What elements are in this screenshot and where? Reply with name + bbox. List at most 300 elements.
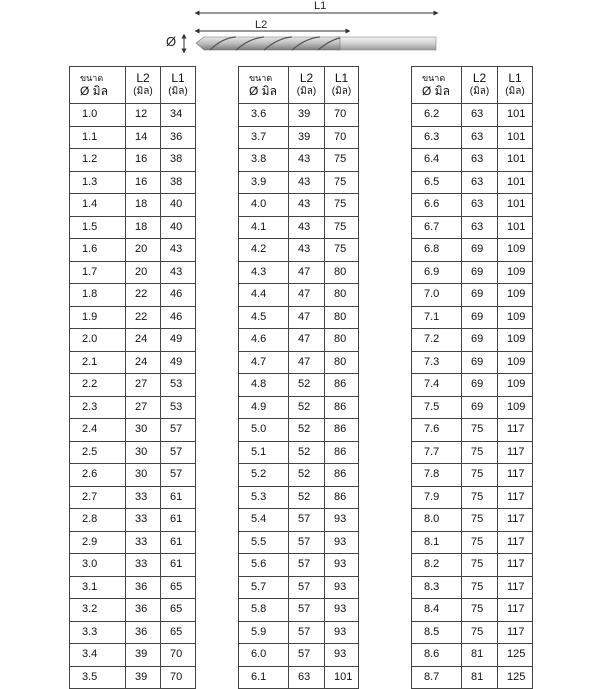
l2-cell: 43 (289, 239, 325, 262)
l2-cell: 12 (126, 104, 161, 127)
size-cell: 7.3 (412, 351, 462, 374)
table-row (70, 126, 196, 149)
l1-cell: 49 (161, 351, 196, 374)
size-cell: 4.5 (239, 306, 289, 329)
l2-cell: 33 (126, 486, 161, 509)
size-cell: 2.0 (70, 329, 126, 352)
l2-cell: 75 (462, 576, 498, 599)
size-cell: 3.6 (239, 104, 289, 127)
size-cell: 5.7 (239, 576, 289, 599)
table-row (239, 554, 359, 577)
table-row (239, 666, 359, 689)
table-row (70, 104, 196, 127)
size-cell: 7.9 (412, 486, 462, 509)
l2-cell: 43 (289, 194, 325, 217)
l2-cell: 39 (289, 104, 325, 127)
l2-header: L2 (มิล) (462, 67, 498, 104)
size-cell: 1.2 (70, 149, 126, 172)
l2-header: L2 (มิล) (289, 67, 325, 104)
l1-cell: 93 (325, 599, 359, 622)
table-row (239, 171, 359, 194)
l1-cell: 70 (325, 126, 359, 149)
l1-cell: 70 (161, 666, 196, 689)
l2-header: L2 (มิล) (126, 67, 161, 104)
size-table-2 (238, 66, 359, 689)
l2-cell: 20 (126, 239, 161, 262)
l2-cell: 33 (126, 509, 161, 532)
size-cell: 7.4 (412, 374, 462, 397)
size-cell: 1.7 (70, 261, 126, 284)
table-row (239, 306, 359, 329)
table-row (412, 599, 533, 622)
table-row (70, 351, 196, 374)
l2-cell: 52 (289, 464, 325, 487)
table-row (70, 441, 196, 464)
l1-cell: 80 (325, 284, 359, 307)
size-cell: 5.8 (239, 599, 289, 622)
table-header (412, 67, 533, 104)
table-row (412, 531, 533, 554)
table-row (239, 194, 359, 217)
l1-cell: 117 (498, 486, 533, 509)
table-row (412, 149, 533, 172)
size-cell: 8.3 (412, 576, 462, 599)
l2-cell: 52 (289, 486, 325, 509)
l1-cell: 38 (161, 171, 196, 194)
l1-cell: 109 (498, 329, 533, 352)
table-row (239, 464, 359, 487)
l1-cell: 117 (498, 464, 533, 487)
size-cell: 2.2 (70, 374, 126, 397)
size-cell: 4.7 (239, 351, 289, 374)
table-row (70, 576, 196, 599)
l1-cell: 101 (498, 126, 533, 149)
size-cell: 5.2 (239, 464, 289, 487)
l1-cell: 46 (161, 306, 196, 329)
size-cell: 6.5 (412, 171, 462, 194)
size-cell: 3.1 (70, 576, 126, 599)
l2-cell: 52 (289, 419, 325, 442)
l2-cell: 63 (462, 171, 498, 194)
table-row (412, 464, 533, 487)
table-row (412, 171, 533, 194)
size-cell: 2.5 (70, 441, 126, 464)
l2-cell: 69 (462, 351, 498, 374)
l2-cell: 69 (462, 306, 498, 329)
l1-cell: 80 (325, 329, 359, 352)
table-row (70, 216, 196, 239)
table-row (239, 126, 359, 149)
l1-cell: 46 (161, 284, 196, 307)
size-table-3 (411, 66, 533, 689)
size-cell: 5.5 (239, 531, 289, 554)
l2-label: L2 (255, 19, 268, 31)
table-row (70, 284, 196, 307)
l1-cell: 101 (325, 666, 359, 689)
l2-cell: 20 (126, 261, 161, 284)
l2-cell: 52 (289, 374, 325, 397)
size-cell: 7.6 (412, 419, 462, 442)
table-row (412, 329, 533, 352)
l2-cell: 57 (289, 509, 325, 532)
l1-cell: 70 (325, 104, 359, 127)
l2-cell: 63 (462, 126, 498, 149)
l2-cell: 75 (462, 509, 498, 532)
l2-cell: 22 (126, 306, 161, 329)
table-row (412, 194, 533, 217)
table-row (239, 239, 359, 262)
l1-cell: 53 (161, 396, 196, 419)
l2-cell: 81 (462, 666, 498, 689)
l1-cell: 86 (325, 486, 359, 509)
l2-cell: 18 (126, 216, 161, 239)
l1-cell: 93 (325, 576, 359, 599)
l1-cell: 93 (325, 554, 359, 577)
table-row (412, 126, 533, 149)
l2-cell: 36 (126, 621, 161, 644)
l1-cell: 86 (325, 374, 359, 397)
size-cell: 5.6 (239, 554, 289, 577)
table-row (239, 644, 359, 667)
size-cell: 2.6 (70, 464, 126, 487)
table-row (70, 149, 196, 172)
size-cell: 1.0 (70, 104, 126, 127)
table-row (70, 306, 196, 329)
l2-cell: 57 (289, 531, 325, 554)
l1-cell: 80 (325, 351, 359, 374)
size-table-1 (69, 66, 196, 689)
size-cell: 1.9 (70, 306, 126, 329)
l2-cell: 33 (126, 531, 161, 554)
size-header: ขนาด Ø มิล (70, 67, 126, 104)
table-row (70, 621, 196, 644)
size-cell: 6.6 (412, 194, 462, 217)
table-row (412, 261, 533, 284)
l1-cell: 57 (161, 441, 196, 464)
l1-cell: 36 (161, 126, 196, 149)
l2-cell: 16 (126, 171, 161, 194)
size-cell: 8.0 (412, 509, 462, 532)
size-cell: 4.4 (239, 284, 289, 307)
l2-cell: 36 (126, 576, 161, 599)
size-cell: 8.2 (412, 554, 462, 577)
l2-cell: 69 (462, 284, 498, 307)
l2-cell: 27 (126, 396, 161, 419)
size-cell: 4.3 (239, 261, 289, 284)
table-row (70, 419, 196, 442)
table-row (70, 261, 196, 284)
l2-cell: 63 (462, 216, 498, 239)
l1-cell: 80 (325, 306, 359, 329)
l1-cell: 49 (161, 329, 196, 352)
table-row (239, 576, 359, 599)
table-row (412, 306, 533, 329)
table-row (412, 239, 533, 262)
l1-cell: 34 (161, 104, 196, 127)
l2-cell: 57 (289, 554, 325, 577)
l2-cell: 47 (289, 329, 325, 352)
table-row (412, 396, 533, 419)
table-row (412, 441, 533, 464)
l1-cell: 65 (161, 576, 196, 599)
l2-cell: 39 (126, 666, 161, 689)
size-cell: 2.3 (70, 396, 126, 419)
l2-cell: 16 (126, 149, 161, 172)
l2-cell: 57 (289, 644, 325, 667)
size-cell: 6.0 (239, 644, 289, 667)
table-row (70, 239, 196, 262)
l2-cell: 69 (462, 239, 498, 262)
diameter-label: Ø (166, 34, 177, 49)
l1-cell: 117 (498, 599, 533, 622)
size-cell: 4.1 (239, 216, 289, 239)
table-row (70, 599, 196, 622)
l1-header: L1 (มิล) (498, 67, 533, 104)
size-cell: 3.7 (239, 126, 289, 149)
l1-cell: 93 (325, 644, 359, 667)
table-header (239, 67, 359, 104)
table-row (412, 554, 533, 577)
size-cell: 1.6 (70, 239, 126, 262)
l1-cell: 38 (161, 149, 196, 172)
l1-cell: 53 (161, 374, 196, 397)
l1-cell: 75 (325, 194, 359, 217)
l1-cell: 109 (498, 396, 533, 419)
l2-cell: 52 (289, 441, 325, 464)
l1-cell: 43 (161, 261, 196, 284)
l1-cell: 86 (325, 464, 359, 487)
table-row (70, 171, 196, 194)
size-cell: 1.8 (70, 284, 126, 307)
l1-cell: 86 (325, 396, 359, 419)
l1-cell: 117 (498, 554, 533, 577)
size-cell: 6.1 (239, 666, 289, 689)
l1-cell: 125 (498, 666, 533, 689)
table-row (239, 441, 359, 464)
size-cell: 1.3 (70, 171, 126, 194)
size-cell: 2.1 (70, 351, 126, 374)
l1-cell: 43 (161, 239, 196, 262)
table-row (239, 419, 359, 442)
l1-cell: 86 (325, 419, 359, 442)
l2-cell: 75 (462, 554, 498, 577)
l1-cell: 61 (161, 554, 196, 577)
table-row (412, 666, 533, 689)
l2-cell: 24 (126, 329, 161, 352)
l2-cell: 69 (462, 261, 498, 284)
table-row (239, 621, 359, 644)
size-cell: 8.6 (412, 644, 462, 667)
size-header: ขนาด Ø มิล (239, 67, 289, 104)
table-row (70, 374, 196, 397)
l2-cell: 33 (126, 554, 161, 577)
l2-cell: 24 (126, 351, 161, 374)
l1-cell: 117 (498, 419, 533, 442)
table-row (70, 486, 196, 509)
l1-cell: 125 (498, 644, 533, 667)
l2-cell: 47 (289, 284, 325, 307)
size-cell: 6.4 (412, 149, 462, 172)
l1-cell: 109 (498, 374, 533, 397)
table-row (412, 486, 533, 509)
l1-cell: 93 (325, 531, 359, 554)
table-row (70, 531, 196, 554)
l1-header: L1 (มิล) (161, 67, 196, 104)
size-cell: 8.7 (412, 666, 462, 689)
l2-cell: 43 (289, 216, 325, 239)
l2-cell: 18 (126, 194, 161, 217)
table-row (412, 104, 533, 127)
size-cell: 3.9 (239, 171, 289, 194)
l2-cell: 36 (126, 599, 161, 622)
l1-cell: 65 (161, 599, 196, 622)
l1-cell: 57 (161, 464, 196, 487)
table-row (412, 419, 533, 442)
size-cell: 5.1 (239, 441, 289, 464)
size-cell: 4.0 (239, 194, 289, 217)
l2-cell: 75 (462, 441, 498, 464)
table-row (70, 554, 196, 577)
size-cell: 4.6 (239, 329, 289, 352)
l2-cell: 69 (462, 329, 498, 352)
l1-cell: 80 (325, 261, 359, 284)
table-row (239, 509, 359, 532)
table-row (70, 396, 196, 419)
size-cell: 6.8 (412, 239, 462, 262)
l2-cell: 57 (289, 576, 325, 599)
l2-cell: 39 (126, 644, 161, 667)
table-row (412, 216, 533, 239)
l2-cell: 14 (126, 126, 161, 149)
table-row (70, 329, 196, 352)
l2-cell: 75 (462, 621, 498, 644)
size-cell: 5.0 (239, 419, 289, 442)
size-cell: 3.2 (70, 599, 126, 622)
l2-cell: 47 (289, 306, 325, 329)
size-cell: 2.8 (70, 509, 126, 532)
l2-cell: 30 (126, 464, 161, 487)
size-cell: 2.9 (70, 531, 126, 554)
l1-cell: 40 (161, 216, 196, 239)
l2-cell: 57 (289, 599, 325, 622)
size-header: ขนาด Ø มิล (412, 67, 462, 104)
table-row (412, 509, 533, 532)
size-cell: 5.9 (239, 621, 289, 644)
table-row (239, 149, 359, 172)
table-row (412, 374, 533, 397)
l1-cell: 117 (498, 531, 533, 554)
l2-cell: 81 (462, 644, 498, 667)
table-row (70, 464, 196, 487)
size-cell: 3.8 (239, 149, 289, 172)
l2-cell: 63 (289, 666, 325, 689)
l1-cell: 109 (498, 306, 533, 329)
size-cell: 4.8 (239, 374, 289, 397)
l2-cell: 43 (289, 171, 325, 194)
l1-cell: 117 (498, 509, 533, 532)
size-cell: 8.1 (412, 531, 462, 554)
table-row (239, 486, 359, 509)
l2-cell: 47 (289, 261, 325, 284)
size-cell: 3.0 (70, 554, 126, 577)
size-cell: 2.4 (70, 419, 126, 442)
l1-cell: 109 (498, 239, 533, 262)
l1-cell: 101 (498, 194, 533, 217)
drill-diagram (0, 0, 600, 66)
l2-cell: 75 (462, 464, 498, 487)
table-row (412, 576, 533, 599)
size-cell: 7.8 (412, 464, 462, 487)
l2-cell: 69 (462, 374, 498, 397)
l1-header: L1 (มิล) (325, 67, 359, 104)
l1-cell: 93 (325, 621, 359, 644)
l1-cell: 75 (325, 171, 359, 194)
l2-cell: 30 (126, 441, 161, 464)
l2-cell: 30 (126, 419, 161, 442)
size-cell: 6.9 (412, 261, 462, 284)
l2-cell: 43 (289, 149, 325, 172)
l2-cell: 63 (462, 149, 498, 172)
l1-cell: 61 (161, 486, 196, 509)
table-row (412, 351, 533, 374)
size-cell: 5.4 (239, 509, 289, 532)
l1-cell: 86 (325, 441, 359, 464)
l2-cell: 75 (462, 599, 498, 622)
size-cell: 1.4 (70, 194, 126, 217)
size-cell: 6.3 (412, 126, 462, 149)
l1-cell: 61 (161, 531, 196, 554)
size-cell: 4.9 (239, 396, 289, 419)
size-cell: 3.5 (70, 666, 126, 689)
table-row (412, 644, 533, 667)
l1-cell: 117 (498, 621, 533, 644)
l1-cell: 57 (161, 419, 196, 442)
l1-cell: 40 (161, 194, 196, 217)
table-row (239, 374, 359, 397)
table-row (239, 216, 359, 239)
l1-cell: 101 (498, 171, 533, 194)
l2-cell: 22 (126, 284, 161, 307)
size-cell: 8.4 (412, 599, 462, 622)
size-cell: 1.5 (70, 216, 126, 239)
l1-cell: 93 (325, 509, 359, 532)
l1-cell: 61 (161, 509, 196, 532)
table-row (70, 666, 196, 689)
drill-bit-illustration (0, 0, 600, 66)
size-cell: 6.2 (412, 104, 462, 127)
size-cell: 7.0 (412, 284, 462, 307)
l1-cell: 75 (325, 216, 359, 239)
size-cell: 7.5 (412, 396, 462, 419)
l1-label: L1 (314, 0, 327, 12)
table-row (70, 194, 196, 217)
size-cell: 6.7 (412, 216, 462, 239)
size-cell: 2.7 (70, 486, 126, 509)
l1-cell: 101 (498, 149, 533, 172)
table-row (239, 531, 359, 554)
size-cell: 3.3 (70, 621, 126, 644)
size-cell: 4.2 (239, 239, 289, 262)
table-row (239, 104, 359, 127)
l1-cell: 75 (325, 239, 359, 262)
table-row (70, 644, 196, 667)
l1-cell: 101 (498, 216, 533, 239)
l2-cell: 75 (462, 419, 498, 442)
size-cell: 3.4 (70, 644, 126, 667)
l2-cell: 63 (462, 194, 498, 217)
table-row (70, 509, 196, 532)
l2-cell: 57 (289, 621, 325, 644)
